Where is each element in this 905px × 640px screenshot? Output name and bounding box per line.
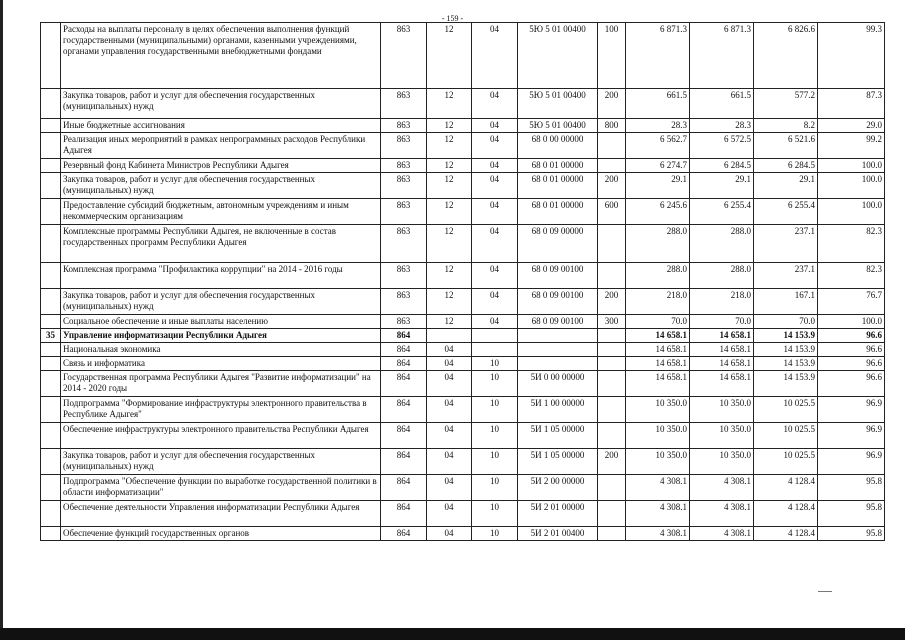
approved-amount: 14 658.1 [626, 343, 690, 357]
budget-list-amount: 14 658.1 [690, 371, 754, 397]
approved-amount: 28.3 [626, 119, 690, 133]
budget-list-amount: 6 255.4 [690, 199, 754, 225]
expense-type-code [598, 527, 626, 541]
subsection-code: 10 [472, 397, 518, 423]
ministry-code: 864 [381, 527, 427, 541]
budget-list-amount: 288.0 [690, 263, 754, 289]
ministry-code: 864 [381, 343, 427, 357]
expense-type-code: 200 [598, 89, 626, 119]
approved-amount: 29.1 [626, 173, 690, 199]
subsection-code: 10 [472, 501, 518, 527]
execution-percent: 100.0 [818, 199, 885, 225]
page-number: - 159 - [441, 14, 464, 23]
ministry-code: 864 [381, 371, 427, 397]
budget-list-amount: 4 308.1 [690, 501, 754, 527]
executed-amount: 29.1 [754, 173, 818, 199]
target-article-code [518, 329, 598, 343]
execution-percent: 96.9 [818, 449, 885, 475]
item-description: Подпрограмма "Обеспечение функции по выработке государственной политики в области информатизации" [61, 475, 381, 501]
target-article-code: 5И 2 00 00000 [518, 475, 598, 501]
table-row [41, 159, 885, 173]
target-article-code: 5Ю 5 01 00400 [518, 89, 598, 119]
target-article-code: 68 0 09 00100 [518, 263, 598, 289]
target-article-code: 68 0 01 00000 [518, 199, 598, 225]
row-number [41, 89, 61, 119]
executed-amount: 237.1 [754, 263, 818, 289]
section-code: 04 [427, 343, 472, 357]
execution-percent: 95.8 [818, 501, 885, 527]
executed-amount: 14 153.9 [754, 343, 818, 357]
section-code: 04 [427, 357, 472, 371]
row-number [41, 133, 61, 159]
executed-amount: 237.1 [754, 225, 818, 263]
section-code: 12 [427, 133, 472, 159]
expense-type-code [598, 371, 626, 397]
execution-percent: 96.6 [818, 371, 885, 397]
target-article-code: 68 0 01 00000 [518, 173, 598, 199]
item-description: Управление информатизации Республики Адыгея [61, 329, 381, 343]
target-article-code: 68 0 00 00000 [518, 133, 598, 159]
row-number [41, 263, 61, 289]
table-row [41, 133, 885, 159]
budget-list-amount: 10 350.0 [690, 397, 754, 423]
item-description: Реализация иных мероприятий в рамках непрограммных расходов Республики Адыгея [61, 133, 381, 159]
row-number [41, 357, 61, 371]
expense-type-code [598, 159, 626, 173]
section-code: 12 [427, 315, 472, 329]
section-code: 12 [427, 289, 472, 315]
execution-percent: 96.6 [818, 357, 885, 371]
executed-amount: 577.2 [754, 89, 818, 119]
execution-percent: 29.0 [818, 119, 885, 133]
budget-list-amount: 29.1 [690, 173, 754, 199]
execution-percent: 95.8 [818, 475, 885, 501]
table-row [41, 343, 885, 357]
executed-amount: 14 153.9 [754, 371, 818, 397]
item-description: Комплексная программа "Профилактика коррупции" на 2014 - 2016 годы [61, 263, 381, 289]
table-row [41, 527, 885, 541]
table-row [41, 329, 885, 343]
execution-percent: 96.6 [818, 329, 885, 343]
approved-amount: 288.0 [626, 263, 690, 289]
budget-list-amount: 218.0 [690, 289, 754, 315]
target-article-code: 68 0 01 00000 [518, 159, 598, 173]
executed-amount: 4 128.4 [754, 501, 818, 527]
executed-amount: 10 025.5 [754, 423, 818, 449]
ministry-code: 863 [381, 159, 427, 173]
execution-percent: 99.2 [818, 133, 885, 159]
ministry-code: 863 [381, 315, 427, 329]
execution-percent: 99.3 [818, 23, 885, 89]
row-number [41, 527, 61, 541]
budget-list-amount: 661.5 [690, 89, 754, 119]
target-article-code [518, 343, 598, 357]
scan-bottom-edge [0, 628, 905, 640]
ministry-code: 864 [381, 329, 427, 343]
execution-percent: 100.0 [818, 315, 885, 329]
target-article-code: 68 0 09 00000 [518, 225, 598, 263]
executed-amount: 70.0 [754, 315, 818, 329]
execution-percent: 96.9 [818, 397, 885, 423]
budget-list-amount: 10 350.0 [690, 449, 754, 475]
table-row [41, 475, 885, 501]
item-description: Комплексные программы Республики Адыгея, не включенные в состав государственных программ Республики Адыгея [61, 225, 381, 263]
approved-amount: 10 350.0 [626, 449, 690, 475]
section-code: 04 [427, 397, 472, 423]
subsection-code: 04 [472, 119, 518, 133]
item-description: Обеспечение деятельности Управления информатизации Республики Адыгея [61, 501, 381, 527]
expense-type-code [598, 397, 626, 423]
expense-type-code [598, 475, 626, 501]
expense-type-code [598, 225, 626, 263]
expense-type-code [598, 343, 626, 357]
row-number [41, 449, 61, 475]
target-article-code: 5И 1 05 00000 [518, 449, 598, 475]
item-description: Резервный фонд Кабинета Министров Республики Адыгея [61, 159, 381, 173]
item-description: Социальное обеспечение и иные выплаты населению [61, 315, 381, 329]
approved-amount: 14 658.1 [626, 329, 690, 343]
target-article-code: 5И 2 01 00000 [518, 501, 598, 527]
table-row [41, 289, 885, 315]
execution-percent: 96.9 [818, 423, 885, 449]
approved-amount: 14 658.1 [626, 357, 690, 371]
row-number [41, 423, 61, 449]
item-description: Государственная программа Республики Адыгея "Развитие информатизации" на 2014 - 2020 годы [61, 371, 381, 397]
expense-type-code: 300 [598, 315, 626, 329]
target-article-code: 5И 2 01 00400 [518, 527, 598, 541]
table-row [41, 315, 885, 329]
section-code: 04 [427, 423, 472, 449]
ministry-code: 863 [381, 263, 427, 289]
subsection-code: 10 [472, 449, 518, 475]
subsection-code: 10 [472, 423, 518, 449]
subsection-code: 10 [472, 357, 518, 371]
target-article-code [518, 357, 598, 371]
section-code: 04 [427, 371, 472, 397]
ministry-code: 863 [381, 199, 427, 225]
row-number [41, 501, 61, 527]
budget-list-amount: 288.0 [690, 225, 754, 263]
section-code: 12 [427, 23, 472, 89]
target-article-code: 5И 0 00 00000 [518, 371, 598, 397]
item-description: Национальная экономика [61, 343, 381, 357]
target-article-code: 68 0 09 00100 [518, 315, 598, 329]
ministry-code: 863 [381, 289, 427, 315]
budget-list-amount: 6 572.5 [690, 133, 754, 159]
target-article-code: 68 0 09 00100 [518, 289, 598, 315]
subsection-code: 04 [472, 289, 518, 315]
execution-percent: 96.6 [818, 343, 885, 357]
table-row [41, 263, 885, 289]
expense-type-code [598, 263, 626, 289]
subsection-code: 04 [472, 225, 518, 263]
row-number [41, 159, 61, 173]
section-code: 12 [427, 173, 472, 199]
execution-percent: 76.7 [818, 289, 885, 315]
executed-amount: 10 025.5 [754, 449, 818, 475]
section-code: 12 [427, 225, 472, 263]
executed-amount: 10 025.5 [754, 397, 818, 423]
ministry-code: 863 [381, 133, 427, 159]
subsection-code [472, 329, 518, 343]
item-description: Предоставление субсидий бюджетным, автономным учреждениям и иным некоммерческим организациям [61, 199, 381, 225]
budget-list-amount: 10 350.0 [690, 423, 754, 449]
approved-amount: 288.0 [626, 225, 690, 263]
expense-type-code: 200 [598, 289, 626, 315]
ministry-code: 863 [381, 119, 427, 133]
ministry-code: 864 [381, 357, 427, 371]
approved-amount: 14 658.1 [626, 371, 690, 397]
table-row [41, 199, 885, 225]
approved-amount: 218.0 [626, 289, 690, 315]
section-code [427, 329, 472, 343]
expense-type-code: 600 [598, 199, 626, 225]
execution-percent: 87.3 [818, 89, 885, 119]
approved-amount: 10 350.0 [626, 397, 690, 423]
item-description: Связь и информатика [61, 357, 381, 371]
row-number [41, 371, 61, 397]
subsection-code: 04 [472, 133, 518, 159]
approved-amount: 6 871.3 [626, 23, 690, 89]
expense-type-code [598, 357, 626, 371]
subsection-code [472, 343, 518, 357]
item-description: Закупка товаров, работ и услуг для обеспечения государственных (муниципальных) нужд [61, 173, 381, 199]
expense-type-code [598, 423, 626, 449]
scan-mark [818, 591, 832, 592]
section-code: 04 [427, 449, 472, 475]
row-number [41, 315, 61, 329]
executed-amount: 6 521.6 [754, 133, 818, 159]
executed-amount: 167.1 [754, 289, 818, 315]
budget-list-amount: 70.0 [690, 315, 754, 329]
approved-amount: 4 308.1 [626, 501, 690, 527]
execution-percent: 82.3 [818, 263, 885, 289]
item-description: Обеспечение инфраструктуры электронного правительства Республики Адыгея [61, 423, 381, 449]
target-article-code: 5Ю 5 01 00400 [518, 119, 598, 133]
item-description: Закупка товаров, работ и услуг для обеспечения государственных (муниципальных) нужд [61, 89, 381, 119]
row-number [41, 475, 61, 501]
executed-amount: 8.2 [754, 119, 818, 133]
row-number [41, 289, 61, 315]
expense-type-code: 100 [598, 23, 626, 89]
section-code: 04 [427, 475, 472, 501]
item-description: Закупка товаров, работ и услуг для обеспечения государственных (муниципальных) нужд [61, 449, 381, 475]
row-number: 35 [41, 329, 61, 343]
item-description: Закупка товаров, работ и услуг для обеспечения государственных (муниципальных) нужд [61, 289, 381, 315]
section-code: 04 [427, 527, 472, 541]
executed-amount: 14 153.9 [754, 329, 818, 343]
ministry-code: 863 [381, 173, 427, 199]
budget-list-amount: 6 284.5 [690, 159, 754, 173]
approved-amount: 6 274.7 [626, 159, 690, 173]
budget-list-amount: 4 308.1 [690, 527, 754, 541]
table-row [41, 371, 885, 397]
ministry-code: 863 [381, 89, 427, 119]
table-row [41, 357, 885, 371]
scan-left-edge [0, 0, 3, 640]
subsection-code: 04 [472, 89, 518, 119]
row-number [41, 23, 61, 89]
subsection-code: 10 [472, 475, 518, 501]
table-row [41, 501, 885, 527]
subsection-code: 04 [472, 199, 518, 225]
expense-type-code [598, 501, 626, 527]
executed-amount: 4 128.4 [754, 475, 818, 501]
ministry-code: 864 [381, 423, 427, 449]
target-article-code: 5И 1 00 00000 [518, 397, 598, 423]
table-row [41, 225, 885, 263]
budget-list-amount: 6 871.3 [690, 23, 754, 89]
table-row [41, 119, 885, 133]
budget-list-amount: 14 658.1 [690, 343, 754, 357]
expense-type-code: 200 [598, 449, 626, 475]
budget-list-amount: 28.3 [690, 119, 754, 133]
target-article-code: 5И 1 05 00000 [518, 423, 598, 449]
subsection-code: 04 [472, 23, 518, 89]
table-row [41, 23, 885, 89]
execution-percent: 100.0 [818, 173, 885, 199]
ministry-code: 863 [381, 225, 427, 263]
ministry-code: 864 [381, 449, 427, 475]
item-description: Иные бюджетные ассигнования [61, 119, 381, 133]
budget-table [40, 22, 885, 541]
section-code: 12 [427, 119, 472, 133]
table-row [41, 449, 885, 475]
ministry-code: 863 [381, 23, 427, 89]
subsection-code: 10 [472, 527, 518, 541]
subsection-code: 04 [472, 173, 518, 199]
executed-amount: 6 255.4 [754, 199, 818, 225]
executed-amount: 14 153.9 [754, 357, 818, 371]
approved-amount: 6 562.7 [626, 133, 690, 159]
execution-percent: 82.3 [818, 225, 885, 263]
table-row [41, 89, 885, 119]
expense-type-code [598, 133, 626, 159]
table-row [41, 397, 885, 423]
section-code: 04 [427, 501, 472, 527]
target-article-code: 5Ю 5 01 00400 [518, 23, 598, 89]
row-number [41, 199, 61, 225]
item-description: Подпрограмма "Формирование инфраструктуры электронного правительства в Республике Адыгея" [61, 397, 381, 423]
approved-amount: 661.5 [626, 89, 690, 119]
table-row [41, 423, 885, 449]
approved-amount: 70.0 [626, 315, 690, 329]
expense-type-code [598, 329, 626, 343]
budget-list-amount: 14 658.1 [690, 329, 754, 343]
budget-list-amount: 4 308.1 [690, 475, 754, 501]
execution-percent: 100.0 [818, 159, 885, 173]
item-description: Расходы на выплаты персоналу в целях обеспечения выполнения функций государственными (муниципальными) органами, казенными учреждениями, органами управления государственными внебюджетными фондами [61, 23, 381, 89]
row-number [41, 343, 61, 357]
row-number [41, 397, 61, 423]
budget-list-amount: 14 658.1 [690, 357, 754, 371]
approved-amount: 4 308.1 [626, 527, 690, 541]
subsection-code: 10 [472, 371, 518, 397]
subsection-code: 04 [472, 159, 518, 173]
section-code: 12 [427, 159, 472, 173]
expense-type-code: 200 [598, 173, 626, 199]
table-row [41, 173, 885, 199]
ministry-code: 864 [381, 501, 427, 527]
row-number [41, 173, 61, 199]
executed-amount: 6 284.5 [754, 159, 818, 173]
item-description: Обеспечение функций государственных органов [61, 527, 381, 541]
executed-amount: 4 128.4 [754, 527, 818, 541]
section-code: 12 [427, 89, 472, 119]
ministry-code: 864 [381, 475, 427, 501]
subsection-code: 04 [472, 315, 518, 329]
executed-amount: 6 826.6 [754, 23, 818, 89]
table-body [41, 23, 885, 541]
execution-percent: 95.8 [818, 527, 885, 541]
approved-amount: 4 308.1 [626, 475, 690, 501]
approved-amount: 10 350.0 [626, 423, 690, 449]
section-code: 12 [427, 263, 472, 289]
ministry-code: 864 [381, 397, 427, 423]
section-code: 12 [427, 199, 472, 225]
row-number [41, 119, 61, 133]
expense-type-code: 800 [598, 119, 626, 133]
subsection-code: 04 [472, 263, 518, 289]
approved-amount: 6 245.6 [626, 199, 690, 225]
row-number [41, 225, 61, 263]
